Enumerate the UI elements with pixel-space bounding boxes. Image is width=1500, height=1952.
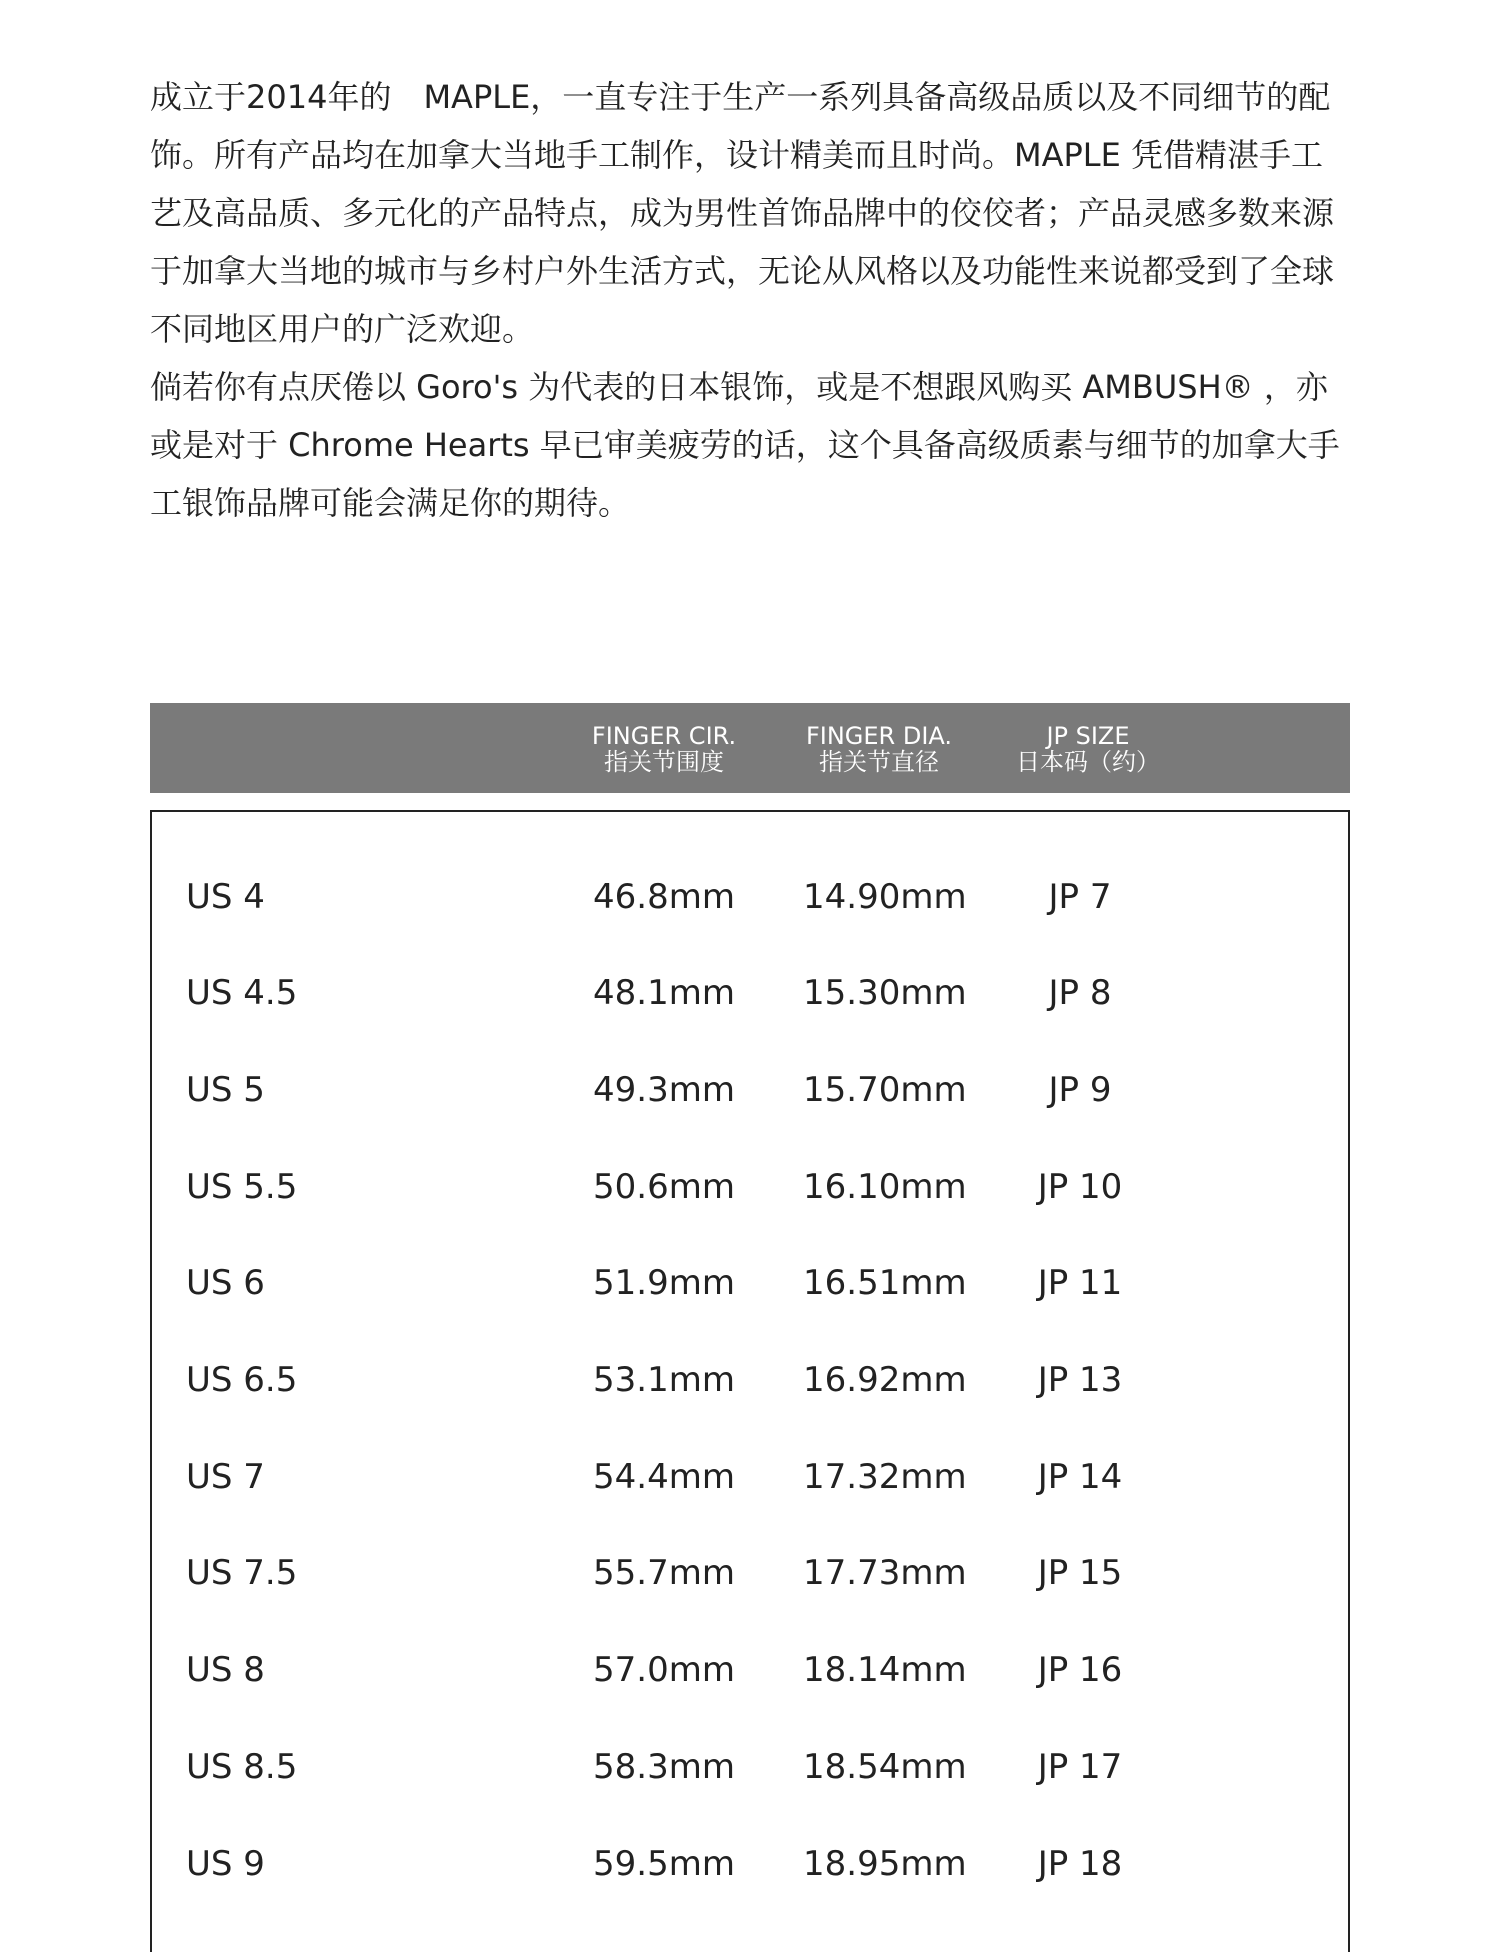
jp-size-cell: JP 7 [1048, 876, 1112, 917]
diameter-cell: 16.51mm [803, 1263, 967, 1304]
circumference-cell: 58.3mm [593, 1746, 735, 1787]
header-jp-en: JP SIZE [1046, 722, 1130, 750]
circumference-cell: 53.1mm [593, 1360, 735, 1400]
us-size-cell: US 8.5 [186, 1746, 298, 1787]
header-cir-cn: 指关节围度 [604, 748, 724, 776]
circumference-cell: 55.7mm [593, 1553, 735, 1594]
intro-paragraph-2: 倘若你有点厌倦以 Goro's 为代表的日本银饰，或是不想跟风购买 AMBUSH® ，亦或是对于 Chrome Hearts 早已审美疲劳的话，这个具备高级质素与细节的加拿大手工银饰品牌可能会满足你的期待。 [150, 368, 1340, 522]
diameter-cell: 14.90mm [803, 876, 967, 917]
intro-text [150, 68, 1350, 532]
header-cir-en: FINGER CIR. [591, 722, 737, 750]
diameter-cell: 18.14mm [803, 1650, 967, 1691]
diameter-cell: 16.92mm [803, 1360, 967, 1400]
us-size-cell: US 8 [186, 1650, 265, 1691]
size-table [150, 810, 1350, 1952]
table-row [152, 1622, 1348, 1719]
jp-size-cell: JP 8 [1048, 973, 1112, 1014]
circumference-cell: 57.0mm [593, 1650, 735, 1691]
circumference-cell: 48.1mm [593, 973, 735, 1014]
us-size-cell: US 5.5 [186, 1166, 298, 1207]
circumference-cell: 50.6mm [593, 1166, 735, 1207]
diameter-cell: 18.54mm [803, 1746, 967, 1787]
circumference-cell: 51.9mm [593, 1263, 735, 1304]
jp-size-cell: JP 14 [1037, 1456, 1123, 1497]
jp-size-cell: JP 10 [1037, 1166, 1123, 1207]
jp-size-cell: JP 16 [1037, 1650, 1123, 1691]
diameter-cell: 17.73mm [803, 1553, 967, 1594]
diameter-cell: 17.32mm [803, 1456, 967, 1497]
jp-size-cell: JP 15 [1037, 1553, 1123, 1594]
jp-size-cell: JP 11 [1037, 1263, 1123, 1304]
table-row [152, 1332, 1348, 1429]
us-size-cell: US 4 [186, 876, 265, 917]
us-size-cell: US 7 [186, 1456, 265, 1497]
jp-size-cell: JP 13 [1037, 1360, 1123, 1400]
table-row [152, 1525, 1348, 1622]
header-finger-circumference [592, 723, 736, 775]
header-jp-size [1016, 723, 1160, 775]
header-dia-cn: 指关节直径 [819, 748, 939, 776]
us-size-cell: US 5 [186, 1069, 265, 1110]
intro-paragraph-1: 成立于2014年的 MAPLE，一直专注于生产一系列具备高级品质以及不同细节的配饰。所有产品均在加拿大当地手工制作，设计精美而且时尚。MAPLE 凭借精湛手工艺及高品质、多元化的产品特点，成为男性首饰品牌中的佼佼者；产品灵感多数来源于加拿大当地的城市与乡村户外生活方式，无论从风格以及功能性来说都受到了全球不同地区用户的广泛欢迎。 [150, 78, 1335, 348]
circumference-cell: 54.4mm [593, 1456, 735, 1497]
table-row [152, 945, 1348, 1042]
header-jp-cn: 日本码（约） [1016, 748, 1160, 776]
table-row [152, 1428, 1348, 1525]
table-row [152, 1138, 1348, 1235]
jp-size-cell: JP 9 [1048, 1069, 1112, 1110]
table-row [152, 1041, 1348, 1138]
us-size-cell: US 6.5 [186, 1360, 298, 1400]
size-table-header [150, 703, 1350, 793]
table-row [152, 848, 1348, 945]
jp-size-cell: JP 18 [1037, 1843, 1123, 1884]
header-dia-en: FINGER DIA. [805, 722, 953, 750]
circumference-cell: 49.3mm [593, 1069, 735, 1110]
circumference-cell: 46.8mm [593, 876, 735, 917]
table-row [152, 1718, 1348, 1815]
us-size-cell: US 9 [186, 1843, 265, 1884]
us-size-cell: US 6 [186, 1263, 265, 1304]
table-row [152, 1815, 1348, 1912]
table-row [152, 1235, 1348, 1332]
us-size-cell: US 7.5 [186, 1553, 298, 1594]
us-size-cell: US 4.5 [186, 973, 298, 1014]
diameter-cell: 16.10mm [803, 1166, 967, 1207]
circumference-cell: 59.5mm [593, 1843, 735, 1884]
diameter-cell: 15.30mm [803, 973, 967, 1014]
jp-size-cell: JP 17 [1037, 1746, 1123, 1787]
header-finger-diameter [806, 723, 952, 775]
diameter-cell: 18.95mm [803, 1843, 967, 1884]
diameter-cell: 15.70mm [803, 1069, 967, 1110]
